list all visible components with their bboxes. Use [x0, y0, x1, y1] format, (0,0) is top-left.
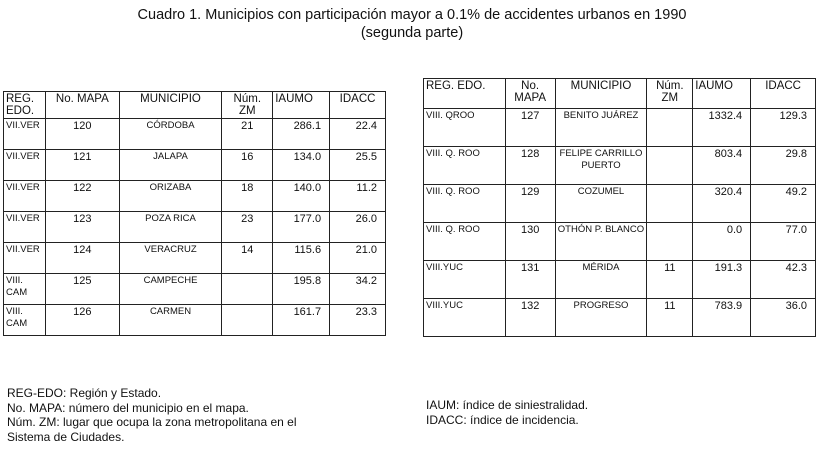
header-idacc: IDACC: [330, 92, 386, 119]
table-header-row: [4, 92, 386, 119]
cell-iaumo: 177.0: [273, 212, 330, 243]
table-row: [424, 223, 816, 261]
cell-zm: 21: [222, 119, 273, 150]
legend-line: Núm. ZM: lugar que ocupa la zona metropolitana en el: [7, 415, 297, 429]
cell-iaumo: 783.9: [693, 299, 751, 337]
cell-idacc: 77.0: [751, 223, 816, 261]
table-row: [4, 243, 386, 274]
cell-zm: [222, 274, 273, 305]
cell-iaumo: 161.7: [273, 305, 330, 336]
cell-municipio: CARMEN: [119, 305, 222, 336]
table-row: [4, 181, 386, 212]
cell-zm: 14: [222, 243, 273, 274]
cell-iaumo: 0.0: [693, 223, 751, 261]
document-title: [0, 6, 824, 42]
cell-idacc: 23.3: [330, 305, 386, 336]
cell-region: VII.VER: [4, 243, 46, 274]
cell-idacc: 11.2: [330, 181, 386, 212]
cell-idacc: 21.0: [330, 243, 386, 274]
legend-line: No. MAPA: número del municipio en el mapa.: [7, 400, 249, 415]
right-data-table: [423, 78, 816, 337]
cell-map-number: 130: [505, 223, 555, 261]
cell-idacc: 22.4: [330, 119, 386, 150]
table-row: [424, 109, 816, 147]
legend-line: Sistema de Ciudades.: [7, 429, 125, 444]
legend-line: REG-EDO: Región y Estado.: [7, 386, 162, 400]
header-reg: REG. EDO.: [424, 79, 506, 109]
cell-iaumo: 803.4: [693, 147, 751, 185]
cell-zm: 11: [647, 261, 693, 299]
cell-zm: 11: [647, 299, 693, 337]
header-mapa: No. MAPA: [45, 92, 119, 119]
cell-map-number: 129: [505, 185, 555, 223]
cell-zm: 16: [222, 150, 273, 181]
legend-line: IAUM: índice de siniestralidad.: [426, 398, 589, 412]
cell-region: VIII. CAM: [4, 274, 46, 305]
cell-map-number: 131: [505, 261, 555, 299]
cell-municipio: CÓRDOBA: [119, 119, 222, 150]
cell-iaumo: 195.8: [273, 274, 330, 305]
cell-municipio: ORIZABA: [119, 181, 222, 212]
cell-iaumo: 115.6: [273, 243, 330, 274]
cell-region: VII.VER: [4, 119, 46, 150]
title-line-1: Cuadro 1. Municipios con participación mayor a 0.1% de accidentes urbanos en 1990: [137, 7, 687, 23]
cell-municipio: CAMPECHE: [119, 274, 222, 305]
cell-idacc: 25.5: [330, 150, 386, 181]
cell-map-number: 120: [45, 119, 119, 150]
table-header-row: [424, 79, 816, 109]
cell-zm: 18: [222, 181, 273, 212]
legend-left: [7, 386, 297, 444]
cell-region: VIII. Q. ROO: [424, 147, 506, 185]
cell-municipio: POZA RICA: [119, 212, 222, 243]
cell-idacc: 49.2: [751, 185, 816, 223]
cell-zm: 23: [222, 212, 273, 243]
cell-zm: [647, 147, 693, 185]
cell-map-number: 126: [45, 305, 119, 336]
cell-map-number: 127: [505, 109, 555, 147]
cell-iaumo: 191.3: [693, 261, 751, 299]
header-idacc: IDACC: [751, 79, 816, 109]
cell-map-number: 123: [45, 212, 119, 243]
cell-map-number: 122: [45, 181, 119, 212]
legend-right: [426, 398, 588, 427]
cell-municipio: VERACRUZ: [119, 243, 222, 274]
cell-zm: [647, 109, 693, 147]
cell-iaumo: 140.0: [273, 181, 330, 212]
cell-idacc: 34.2: [330, 274, 386, 305]
cell-municipio: OTHÓN P. BLANCO: [555, 223, 647, 261]
cell-zm: [647, 185, 693, 223]
cell-idacc: 42.3: [751, 261, 816, 299]
table-row: [4, 150, 386, 181]
cell-region: VIII.YUC: [424, 261, 506, 299]
cell-zm: [222, 305, 273, 336]
table-row: [424, 261, 816, 299]
cell-iaumo: 320.4: [693, 185, 751, 223]
cell-municipio: BENITO JUÁREZ: [555, 109, 647, 147]
header-reg: REG. EDO.: [4, 92, 46, 119]
cell-iaumo: 134.0: [273, 150, 330, 181]
cell-idacc: 29.8: [751, 147, 816, 185]
cell-map-number: 121: [45, 150, 119, 181]
cell-region: VII.VER: [4, 181, 46, 212]
cell-map-number: 124: [45, 243, 119, 274]
header-zm: Núm. ZM: [222, 92, 273, 119]
cell-idacc: 36.0: [751, 299, 816, 337]
legend-line: IDACC: índice de incidencia.: [426, 412, 579, 427]
table-row: [4, 212, 386, 243]
header-iaumo: IAUMO: [273, 92, 330, 119]
cell-municipio: MÉRIDA: [555, 261, 647, 299]
table-row: [424, 185, 816, 223]
header-iaumo: IAUMO: [693, 79, 751, 109]
cell-region: VIII. QROO: [424, 109, 506, 147]
cell-region: VII.VER: [4, 212, 46, 243]
table-row: [4, 274, 386, 305]
cell-idacc: 26.0: [330, 212, 386, 243]
cell-map-number: 132: [505, 299, 555, 337]
cell-municipio: JALAPA: [119, 150, 222, 181]
header-municipio: MUNICIPIO: [555, 79, 647, 109]
cell-region: VIII. Q. ROO: [424, 223, 506, 261]
cell-idacc: 129.3: [751, 109, 816, 147]
table-row: [4, 119, 386, 150]
cell-iaumo: 286.1: [273, 119, 330, 150]
cell-iaumo: 1332.4: [693, 109, 751, 147]
left-data-table: [3, 91, 386, 336]
table-row: [4, 305, 386, 336]
table-row: [424, 147, 816, 185]
cell-map-number: 125: [45, 274, 119, 305]
title-line-2: (segunda parte): [360, 25, 464, 41]
header-municipio: MUNICIPIO: [119, 92, 222, 119]
cell-region: VII.VER: [4, 150, 46, 181]
cell-municipio: PROGRESO: [555, 299, 647, 337]
header-zm: Núm. ZM: [647, 79, 693, 109]
cell-zm: [647, 223, 693, 261]
cell-municipio: FELIPE CARRILLO PUERTO: [555, 147, 647, 185]
cell-region: VIII. Q. ROO: [424, 185, 506, 223]
cell-municipio: COZUMEL: [555, 185, 647, 223]
cell-region: VIII. CAM: [4, 305, 46, 336]
header-mapa: No. MAPA: [505, 79, 555, 109]
cell-map-number: 128: [505, 147, 555, 185]
cell-region: VIII.YUC: [424, 299, 506, 337]
table-row: [424, 299, 816, 337]
